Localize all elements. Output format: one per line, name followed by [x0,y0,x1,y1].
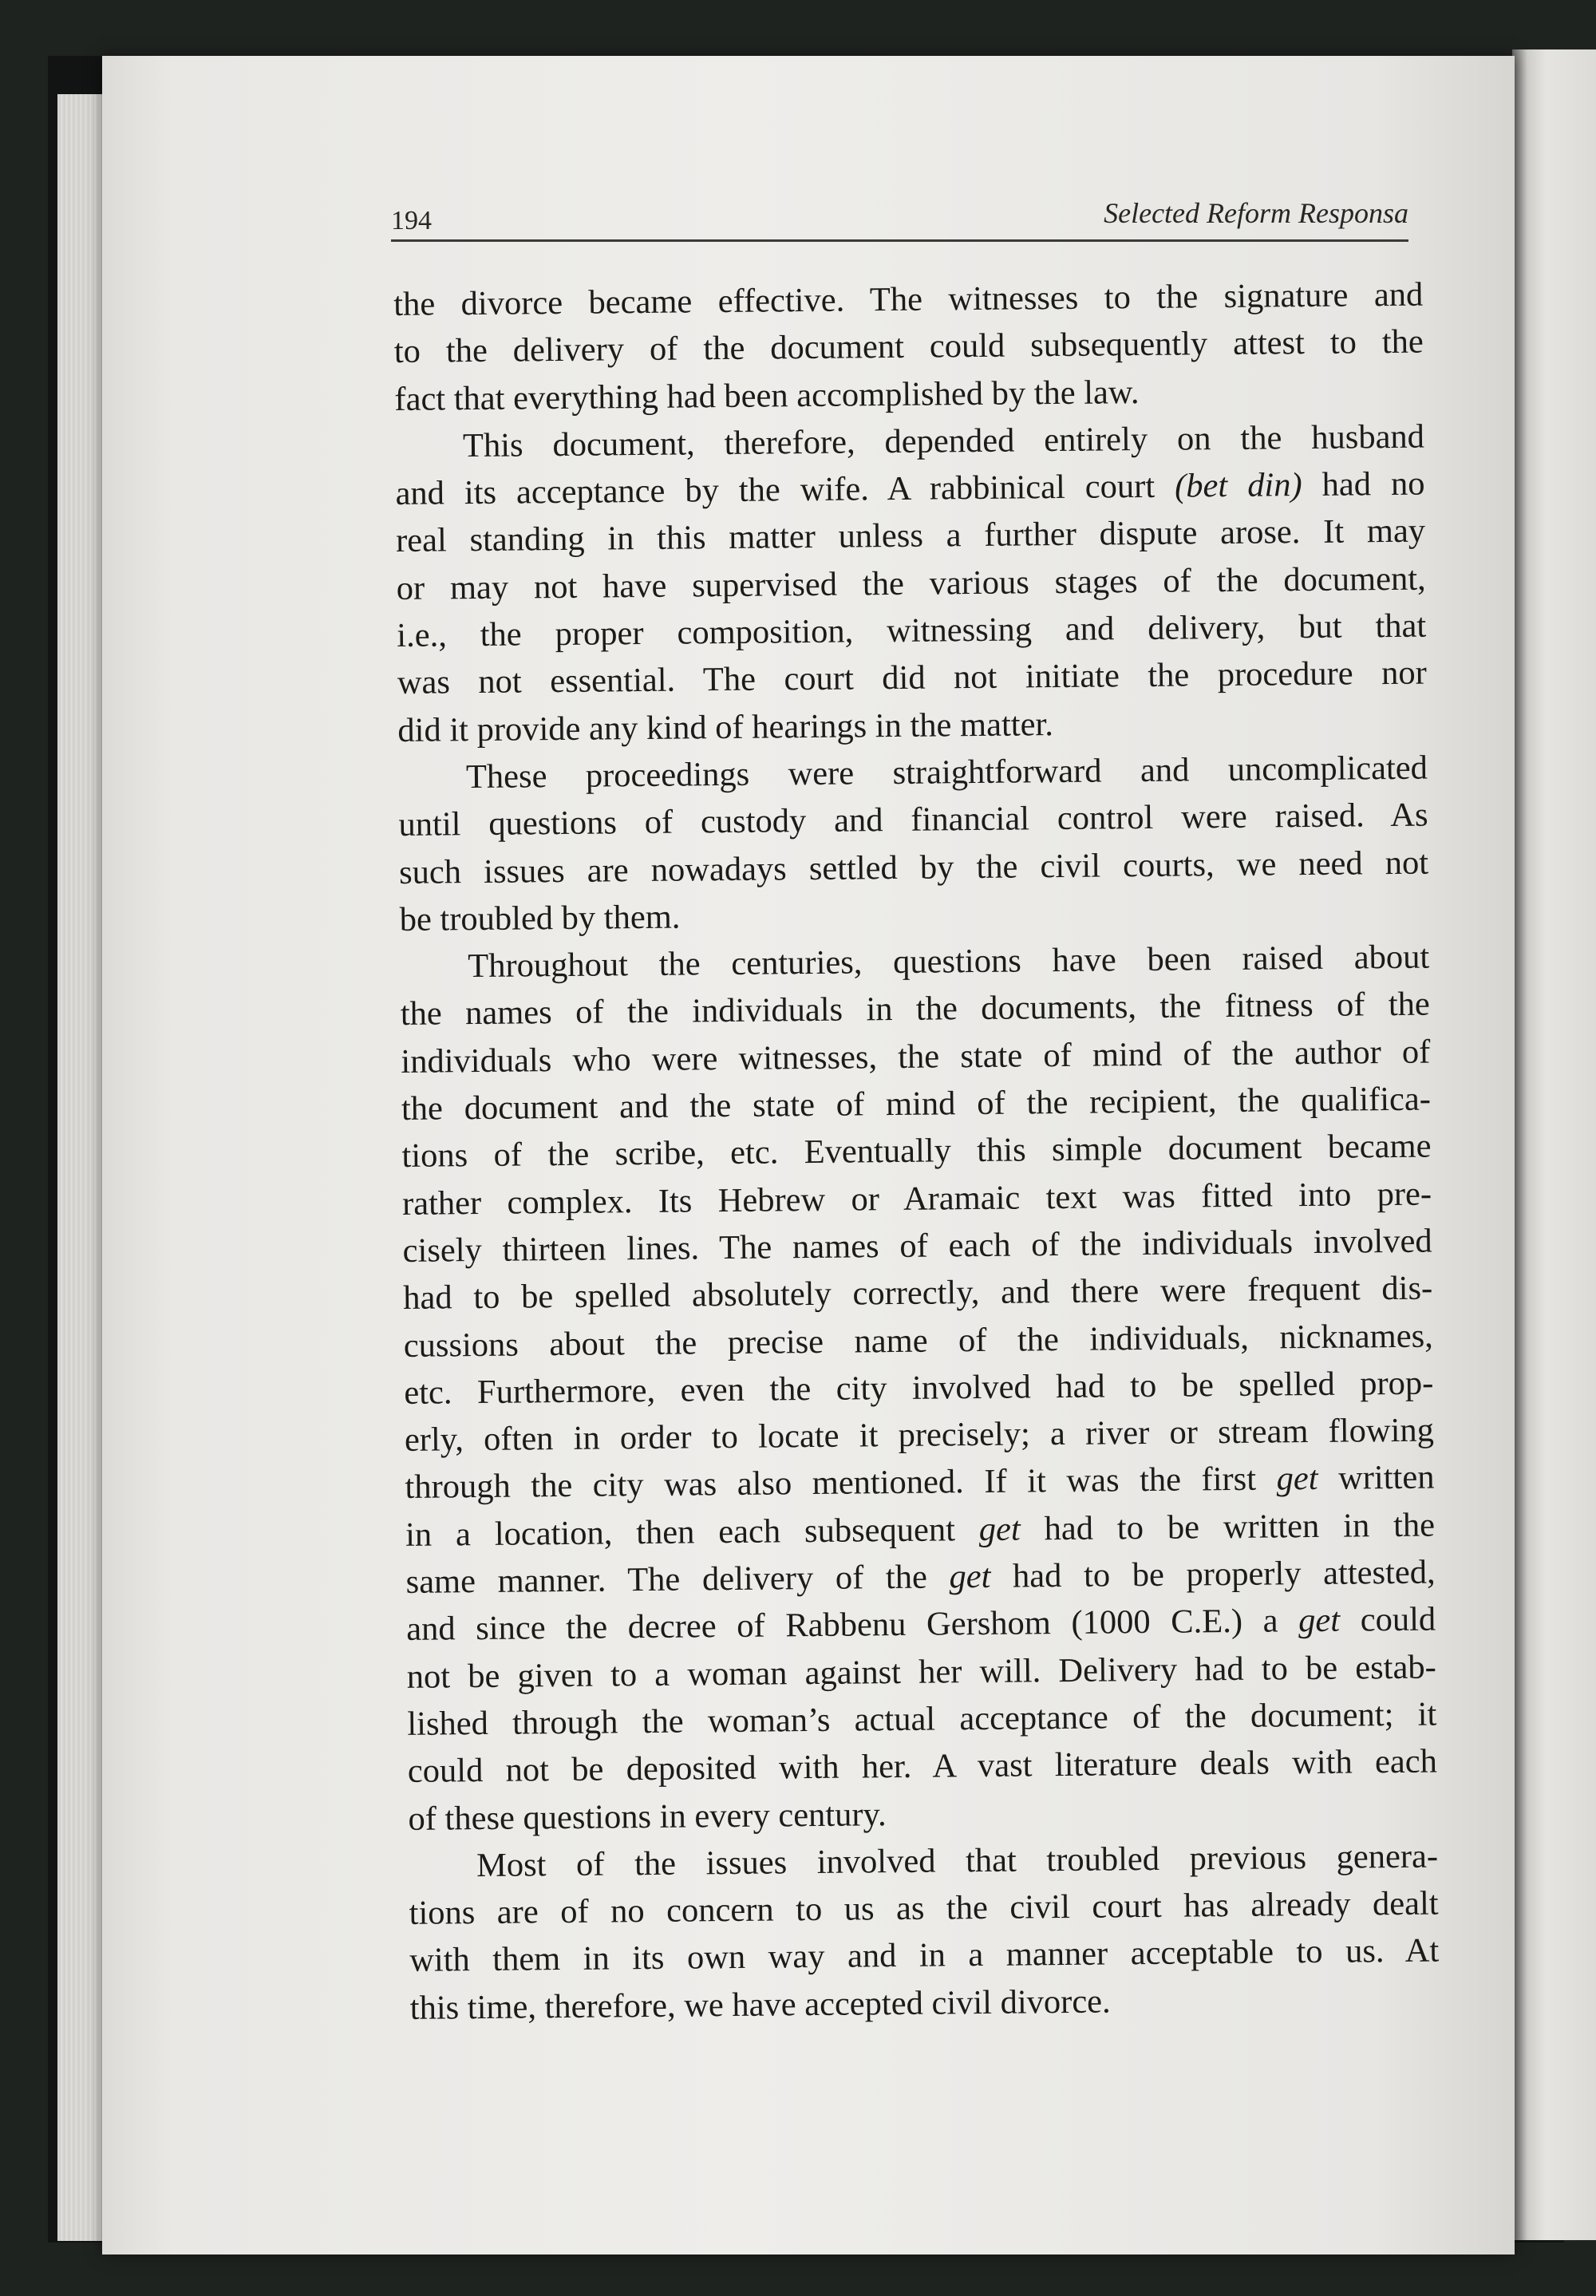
text-line: the names of the individuals in the documents, the fitness of the [400,986,1430,1033]
text-line: this time, therefore, we have accepted civil divorce. [409,1982,1111,2027]
text-line: be troubled by them. [399,898,681,939]
text-line: i.e., the proper composition, witnessing and delivery, but that [397,607,1427,655]
text-line: cussions about the precise name of the individuals, nicknames, [403,1317,1433,1365]
text-line: real standing in this matter unless a further dispute arose. It may [395,512,1426,560]
text-line: rather complex. Its Hebrew or Aramaic text was fitted into pre- [401,1175,1432,1223]
text-line: and since the decree of Rabbenu Gershom (1000 C.E.) a get could [405,1600,1436,1649]
facing-page-edge [1512,49,1596,2240]
text-line: erly, often in order to locate it precisely; a river or stream flowing [404,1411,1435,1460]
text-line: not be given to a woman against her will. Delivery had to be estab- [406,1648,1436,1696]
text-line: fact that everything had been accomplished by the law. [394,373,1140,418]
paragraph [398,745,1429,944]
text-line: This document, therefore, depended entirely on the husband [462,417,1425,465]
page-number: 194 [391,206,432,235]
text-line: tions are of no concern to us as the civil court has already dealt [409,1884,1439,1932]
text-line: individuals who were witnesses, the state of mind of the author of [401,1033,1431,1081]
text-line: was not essential. The court did not initiate the procedure nor [397,654,1428,702]
text-line: in a location, then each subsequent get had to be written in the [405,1506,1436,1554]
text-line: of these questions in every century. [408,1795,887,1838]
text-line: did it provide any kind of hearings in the matter. [397,705,1054,749]
text-line: These proceedings were straightforward and uncomplicated [465,749,1428,796]
text-line: etc. Furthermore, even the city involved had to be spelled prop- [404,1364,1434,1412]
body-text [393,271,1440,2032]
text-line: tions of the scribe, etc. Eventually this simple document became [401,1127,1432,1176]
paragraph [409,1832,1440,2032]
text-line: such issues are nowadays settled by the civil courts, we need not [398,844,1429,891]
text-line: with them in its own way and in a manner acceptable to us. At [409,1931,1440,1980]
page-header [391,190,1408,242]
text-line: to the delivery of the document could subsequently attest to the [393,322,1424,371]
text-line: cisely thirteen lines. The names of each of the individuals involved [402,1222,1432,1270]
running-head: Selected Reform Responsa [1104,197,1408,229]
text-line: same manner. The delivery of the get had to be properly attested, [405,1553,1436,1601]
text-line: the document and the state of mind of the recipient, the qualifica- [401,1080,1432,1128]
paragraph [395,413,1428,753]
text-line: or may not have supervised the various stages of the document, [396,559,1426,607]
paragraph [393,271,1424,423]
text-line: and its acceptance by the wife. A rabbinical court (bet din) had no [395,464,1425,513]
text-line: lished through the woman’s actual acceptance of the document; it [407,1695,1437,1743]
text-line: until questions of custody and financial control were raised. As [398,796,1428,844]
text-line: Throughout the centuries, questions have been raised about [468,938,1430,986]
text-line: the divorce became effective. The witnesses to the signature and [393,275,1424,323]
paragraph [400,934,1438,1843]
text-line: had to be spelled absolutely correctly, and there were frequent dis- [403,1269,1433,1318]
text-line: could not be deposited with her. A vast literature deals with each [407,1742,1438,1791]
text-line: Most of the issues involved that troubled previous genera- [476,1837,1439,1884]
text-line: through the city was also mentioned. If it was the first get written [405,1458,1435,1507]
